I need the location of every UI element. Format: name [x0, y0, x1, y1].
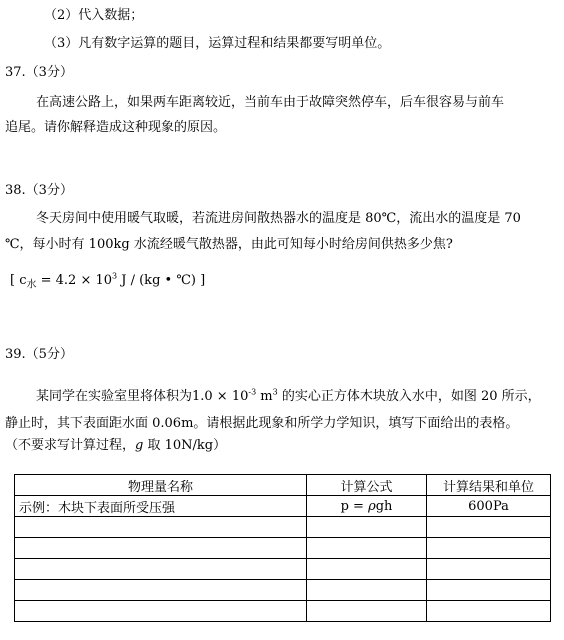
- q38-text-line2: ℃，每小时有 100kg 水流经暖气散热器，由此可知每小时给房间供热多少焦?: [5, 237, 453, 252]
- answer-cell-result[interactable]: [427, 559, 551, 580]
- q37-text-line1: 在高速公路上，如果两车距离较近，当前车由于故障突然停车，后车很容易与前车: [36, 95, 505, 110]
- answer-cell-name[interactable]: [15, 538, 307, 559]
- q39-line3-b: 取 10N/kg）: [143, 438, 227, 453]
- instruction-2: （2）代入数据；: [44, 8, 144, 23]
- q37-text-line2: 追尾。请你解释造成这种现象的原因。: [5, 120, 227, 135]
- header-result-unit: 计算结果和单位: [427, 475, 551, 496]
- answer-cell-name[interactable]: [15, 580, 307, 601]
- answer-cell-formula[interactable]: [307, 538, 427, 559]
- answer-cell-result[interactable]: [427, 538, 551, 559]
- example-formula: [307, 496, 427, 517]
- answer-cell-name[interactable]: [15, 517, 307, 538]
- table-row: [15, 559, 551, 580]
- table-header-row: [15, 475, 551, 496]
- q39-line1-a: 某同学在实验室里将体积为1.0 × 10: [36, 389, 249, 404]
- answer-table: [14, 474, 551, 622]
- formula-sub: 水: [26, 279, 37, 291]
- q39-line1-b: m: [256, 389, 273, 404]
- answer-cell-name[interactable]: [15, 601, 307, 622]
- q38-text-line1: 冬天房间中使用暖气取暖，若流进房间散热器水的温度是 80℃，流出水的温度是 70: [36, 211, 521, 226]
- answer-cell-result[interactable]: [427, 517, 551, 538]
- answer-cell-result[interactable]: [427, 601, 551, 622]
- example-formula-a: p =: [340, 498, 369, 514]
- answer-cell-formula[interactable]: [307, 601, 427, 622]
- formula-mid: = 4.2 × 10: [36, 273, 113, 288]
- header-formula: 计算公式: [307, 475, 427, 496]
- q39-line3-g: g: [135, 438, 144, 453]
- q38-number: 38.（3分）: [5, 183, 73, 198]
- answer-cell-name[interactable]: [15, 559, 307, 580]
- q37-number: 37.（3分）: [5, 65, 73, 80]
- formula-exp: 3: [112, 271, 118, 281]
- q39-line3-a: （不要求写计算过程，: [5, 438, 136, 453]
- formula-open: [ c: [10, 273, 27, 288]
- formula-end: J / (kg • ℃) ]: [117, 273, 206, 288]
- answer-cell-formula[interactable]: [307, 580, 427, 601]
- example-formula-rho: ρ: [368, 498, 376, 514]
- q39-line1-exp2: 3: [272, 387, 278, 397]
- header-quantity-name: 物理量名称: [15, 475, 307, 496]
- q39-line1-c: 的实心正方体木块放入水中，如图 20 所示，: [277, 389, 541, 404]
- q39-text-line2: 静止时，其下表面距水面 0.06m。请根据此现象和所学力学知识，填写下面给出的表格。: [5, 416, 519, 431]
- table-row-example: [15, 496, 551, 517]
- q39-line1-exp: -3: [248, 387, 257, 397]
- q38-specific-heat-formula: [10, 272, 205, 290]
- answer-cell-result[interactable]: [427, 580, 551, 601]
- q39-number: 39.（5分）: [5, 347, 73, 362]
- table-row: [15, 517, 551, 538]
- table-row: [15, 580, 551, 601]
- instruction-3: （3）凡有数字运算的题目，运算过程和结果都要写明单位。: [44, 36, 391, 51]
- table-row: [15, 601, 551, 622]
- example-result: 600Pa: [427, 496, 551, 517]
- q39-text-line3: [5, 437, 226, 455]
- answer-cell-formula[interactable]: [307, 559, 427, 580]
- table-row: [15, 538, 551, 559]
- example-name: 示例：木块下表面所受压强: [15, 496, 307, 517]
- example-formula-b: gh: [375, 498, 393, 514]
- answer-cell-formula[interactable]: [307, 517, 427, 538]
- q39-text-line1: [36, 388, 541, 406]
